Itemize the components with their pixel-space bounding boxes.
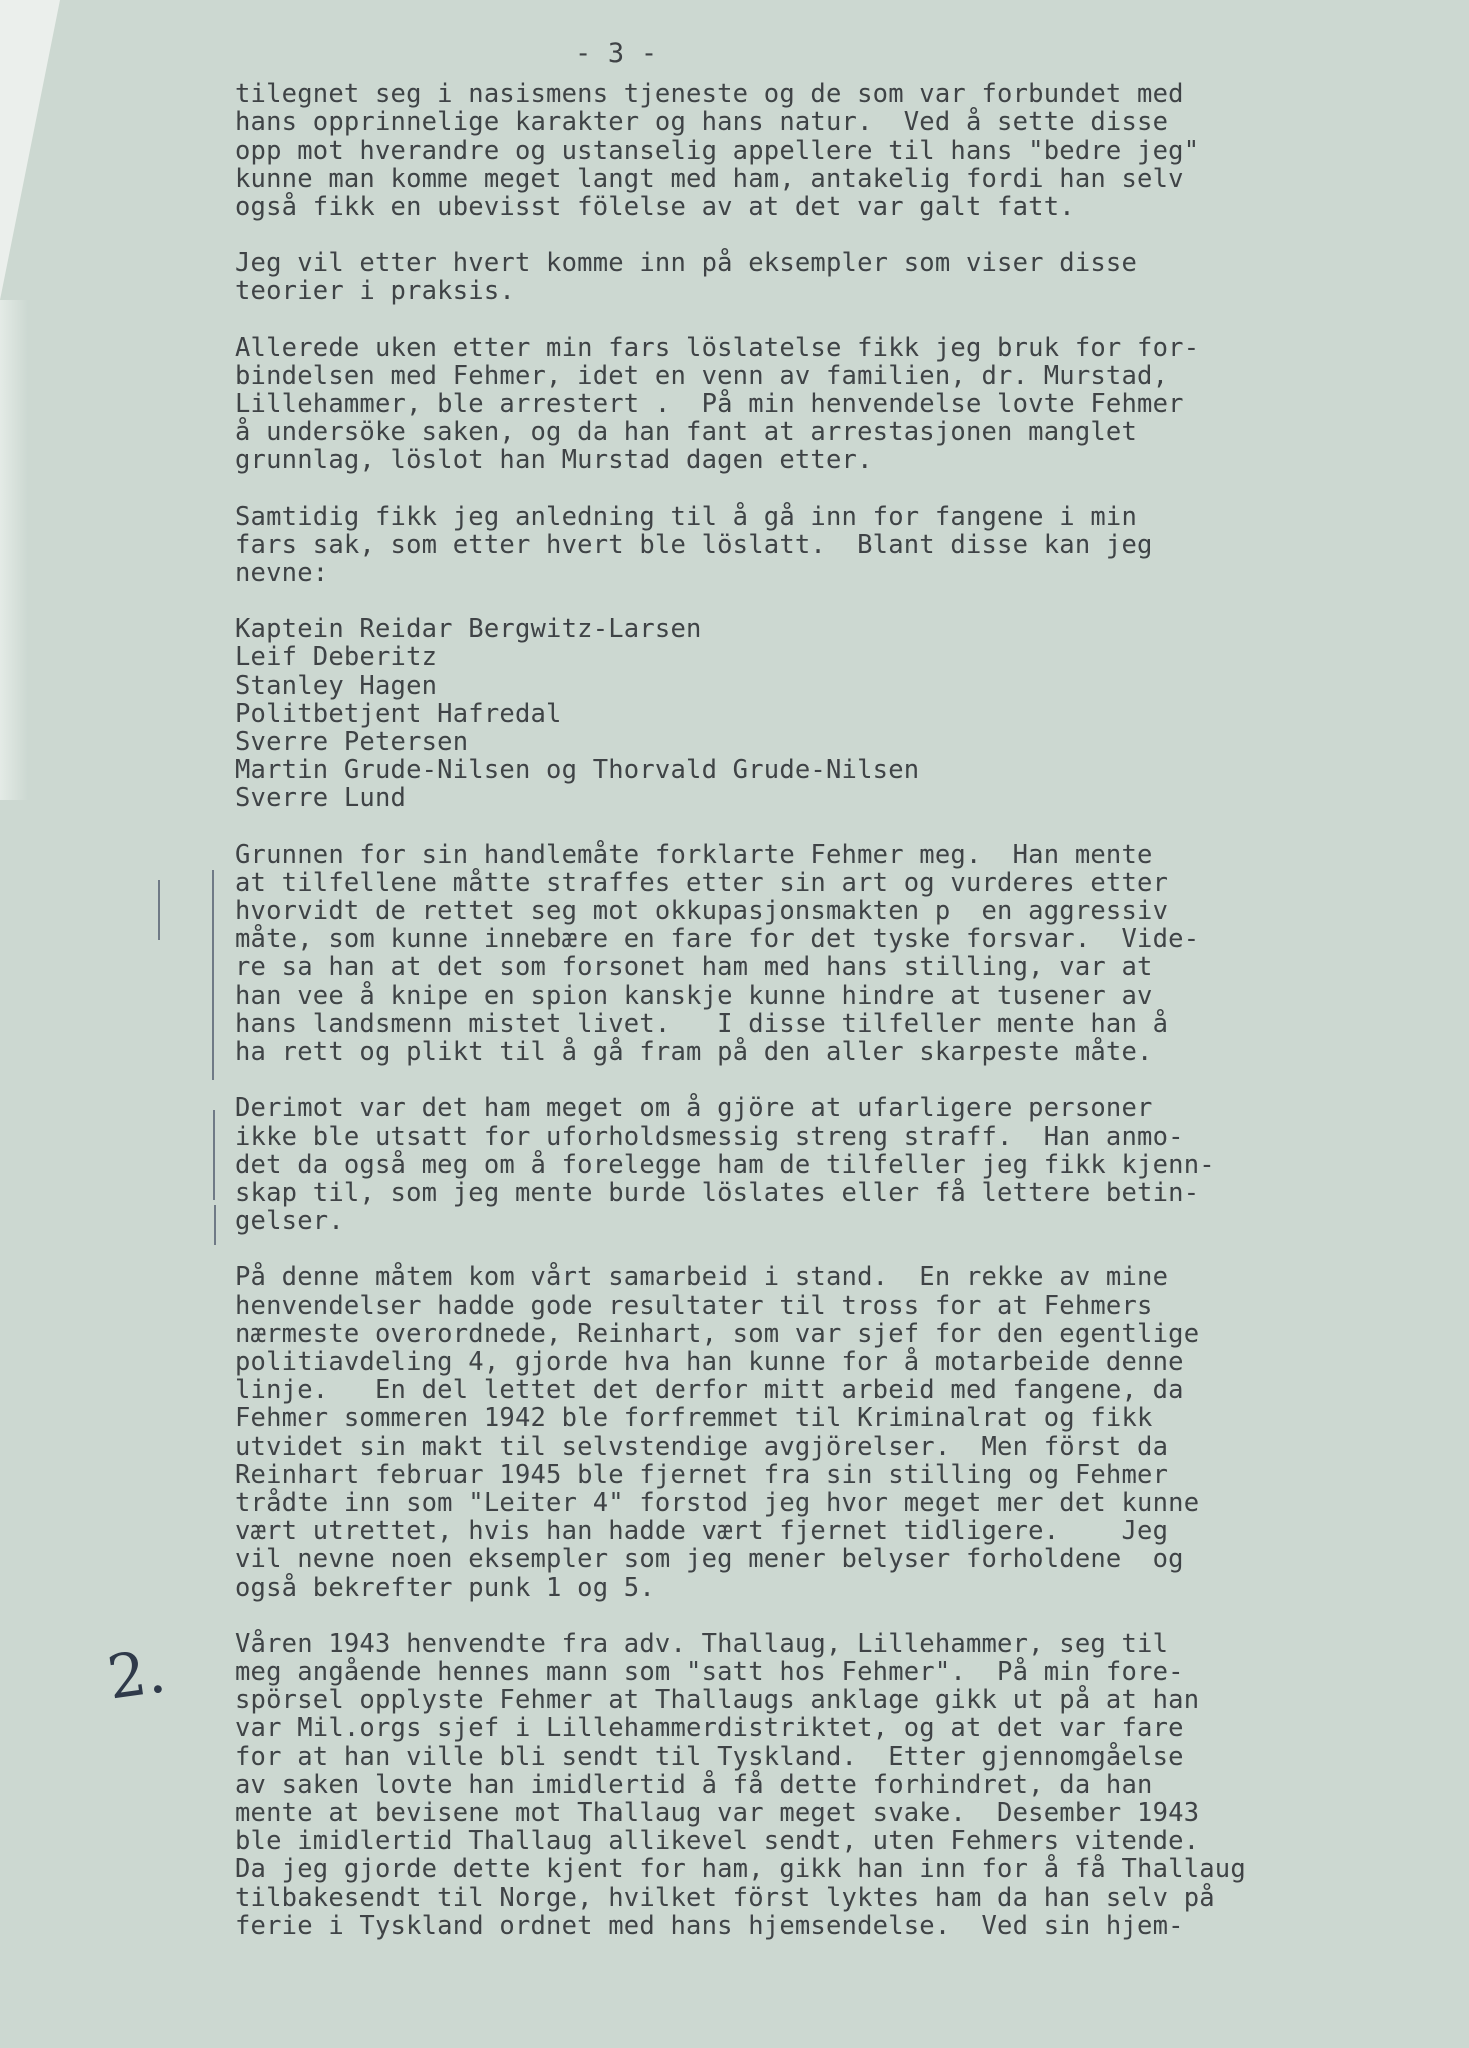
text-line: av saken lovte han imidlertid å få dette forhindret, da han [235, 1769, 1153, 1800]
margin-pen-mark [212, 870, 214, 1080]
text-line: politiavdeling 4, gjorde hva han kunne for å motarbeide denne [235, 1346, 1184, 1377]
text-line: utvidet sin makt til selvstendige avgjörelser. Men först da [235, 1431, 1169, 1462]
paragraph [235, 80, 1385, 221]
text-line: tilbakesendt til Norge, hvilket först lyktes ham da han selv på [235, 1882, 1215, 1913]
margin-pen-mark [214, 1205, 216, 1245]
text-line: Allerede uken etter min fars löslatelse fikk jeg bruk for for- [235, 332, 1200, 363]
handwritten-margin-note: 2. [103, 1636, 170, 1714]
page-edge-shade [0, 300, 28, 800]
text-line: teorier i praksis. [235, 276, 515, 307]
text-line: Derimot var det ham meget om å gjöre at ufarligere personer [235, 1093, 1153, 1124]
list-item: Sverre Petersen [235, 727, 469, 758]
text-line: trådte inn som "Leiter 4" forstod jeg hvor meget mer det kunne [235, 1487, 1200, 1518]
list-item: Martin Grude-Nilsen og Thorvald Grude-Nilsen [235, 755, 920, 786]
text-line: han vee å knipe en spion kanskje kunne hindre at tusener av [235, 980, 1153, 1011]
text-line: Grunnen for sin handlemåte forklarte Fehmer meg. Han mente [235, 839, 1153, 870]
text-line: for at han ville bli sendt til Tyskland. Etter gjennomgåelse [235, 1741, 1184, 1772]
text-line: skap til, som jeg mente burde löslates eller få lettere betin- [235, 1177, 1200, 1208]
text-line: vært utrettet, hvis han hadde vært fjernet tidligere. Jeg [235, 1516, 1169, 1547]
text-line: var Mil.orgs sjef i Lillehammerdistriktet, og at det var fare [235, 1713, 1184, 1744]
text-line: Våren 1943 henvendte fra adv. Thallaug, Lillehammer, seg til [235, 1628, 1169, 1659]
text-line: ferie i Tyskland ordnet med hans hjemsendelse. Ved sin hjem- [235, 1910, 1184, 1941]
text-line: Lillehammer, ble arrestert . På min henvendelse lovte Fehmer [235, 389, 1184, 420]
text-line: henvendelser hadde gode resultater til tross for at Fehmers [235, 1290, 1153, 1321]
text-line: at tilfellene måtte straffes etter sin art og vurderes etter [235, 867, 1169, 898]
text-line: også fikk en ubevisst fölelse av at det var galt fatt. [235, 192, 1075, 223]
text-line: nærmeste overordnede, Reinhart, som var sjef for den egentlige [235, 1318, 1200, 1349]
list-item: Politbetjent Hafredal [235, 698, 562, 729]
paragraph [235, 841, 1385, 1067]
text-line: ikke ble utsatt for uforholdsmessig streng straff. Han anmo- [235, 1121, 1184, 1152]
text-line: kunne man komme meget langt med ham, antakelig fordi han selv [235, 163, 1184, 194]
text-line: måte, som kunne innebære en fare for det tyske forsvar. Vide- [235, 924, 1200, 955]
list-item: Kaptein Reidar Bergwitz-Larsen [235, 614, 702, 645]
list-item: Stanley Hagen [235, 670, 438, 701]
text-line: opp mot hverandre og ustanselig appellere til hans "bedre jeg" [235, 135, 1200, 166]
text-line: mente at bevisene mot Thallaug var meget svake. Desember 1943 [235, 1797, 1200, 1828]
margin-pen-mark [213, 1110, 215, 1200]
text-line: Fehmer sommeren 1942 ble forfremmet til Kriminalrat og fikk [235, 1403, 1153, 1434]
text-line: også bekrefter punk 1 og 5. [235, 1572, 655, 1603]
paragraph [235, 503, 1385, 588]
text-line: bindelsen med Fehmer, idet en venn av familien, dr. Murstad, [235, 360, 1169, 391]
text-line: ha rett og plikt til å gå fram på den aller skarpeste måte. [235, 1037, 1153, 1068]
typed-document-body [235, 40, 1385, 1968]
text-line: gelser. [235, 1206, 344, 1237]
text-line: hvorvidt de rettet seg mot okkupasjonsmakten p en aggressiv [235, 896, 1169, 927]
text-line: ble imidlertid Thallaug allikevel sendt, uten Fehmers vitende. [235, 1826, 1200, 1857]
paragraph [235, 334, 1385, 475]
folded-corner [0, 0, 60, 300]
text-line: hans landsmenn mistet livet. I disse tilfeller mente han å [235, 1008, 1169, 1039]
text-line: linje. En del lettet det derfor mitt arbeid med fangene, da [235, 1375, 1184, 1406]
names-list [235, 615, 1385, 812]
text-line: vil nevne noen eksempler som jeg mener belyser forholdene og [235, 1544, 1184, 1575]
text-line: spörsel opplyste Fehmer at Thallaugs anklage gikk ut på at han [235, 1685, 1200, 1716]
paragraph [235, 1630, 1385, 1940]
text-line: hans opprinnelige karakter og hans natur. Ved å sette disse [235, 107, 1169, 138]
paragraph [235, 1263, 1385, 1601]
text-line: det da også meg om å forelegge ham de tilfeller jeg fikk kjenn- [235, 1149, 1215, 1180]
list-item: Sverre Lund [235, 783, 407, 814]
margin-pen-mark [158, 880, 160, 940]
page-number: - 3 - [575, 38, 658, 69]
text-line: nevne: [235, 558, 329, 589]
text-line: å undersöke saken, og da han fant at arrestasjonen manglet [235, 417, 1138, 448]
text-line: Samtidig fikk jeg anledning til å gå inn for fangene i min [235, 501, 1138, 532]
text-line: meg angående hennes mann som "satt hos Fehmer". På min fore- [235, 1656, 1184, 1687]
text-line: Reinhart februar 1945 ble fjernet fra sin stilling og Fehmer [235, 1459, 1169, 1490]
paragraph [235, 1094, 1385, 1235]
text-line: grunnlag, löslot han Murstad dagen etter. [235, 445, 873, 476]
text-line: Da jeg gjorde dette kjent for ham, gikk han inn for å få Thallaug [235, 1854, 1246, 1885]
text-line: tilegnet seg i nasismens tjeneste og de som var forbundet med [235, 79, 1184, 110]
paragraph [235, 249, 1385, 305]
text-line: Jeg vil etter hvert komme inn på eksempler som viser disse [235, 248, 1138, 279]
text-line: På denne måtem kom vårt samarbeid i stand. En rekke av mine [235, 1262, 1169, 1293]
text-line: re sa han at det som forsonet ham med hans stilling, var at [235, 952, 1153, 983]
text-line: fars sak, som etter hvert ble löslatt. Blant disse kan jeg [235, 529, 1153, 560]
list-item: Leif Deberitz [235, 642, 438, 673]
